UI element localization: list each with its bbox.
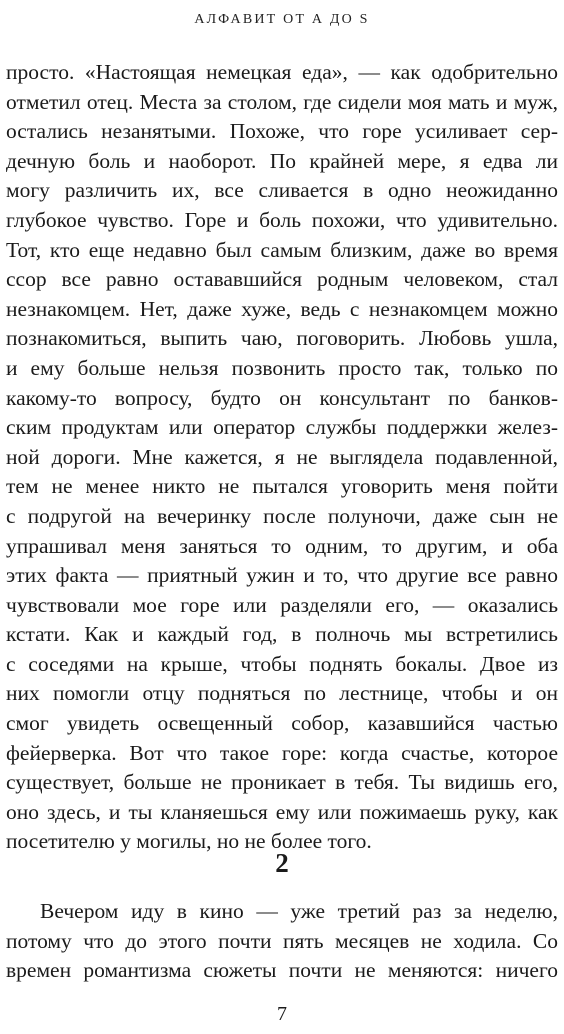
- text-line: ским продуктам или оператор службы поддержки желез-: [6, 415, 558, 440]
- text-line: глубокое чувство. Горе и боль похожи, что удивительно.: [6, 207, 558, 232]
- text-line: дечную боль и наоборот. По крайней мере, я едва ли: [6, 148, 558, 173]
- text-line: с подругой на вечеринку после полуночи, даже сын не: [6, 503, 558, 528]
- text-line: Вечером иду в кино — уже третий раз за неделю,: [40, 899, 558, 923]
- text-line: существует, больше не проникает в тебя. Ты видишь его,: [6, 770, 558, 795]
- text-line: упрашивал меня заняться то одним, то другим, и оба: [6, 533, 558, 558]
- text-line: остались незанятыми. Похоже, что горе усиливает сер-: [6, 119, 558, 144]
- text-line: смог увидеть освещенный собор, казавшийся частью: [6, 711, 558, 736]
- text-line: познакомиться, выпить чаю, поговорить. Любовь ушла,: [6, 326, 558, 351]
- text-line: ной дороги. Мне кажется, я не выглядела подавленной,: [6, 444, 558, 469]
- text-line: незнакомцем. Нет, даже хуже, ведь с незнакомцем можно: [6, 296, 558, 321]
- chapter-number: 2: [275, 848, 289, 878]
- text-line: фейерверка. Вот что такое горе: когда счастье, которое: [6, 740, 558, 765]
- page-number: 7: [277, 1003, 287, 1025]
- text-line: просто. «Настоящая немецкая еда», — как одобрительно: [6, 60, 558, 84]
- text-line: оно здесь, и ты кланяешься ему или пожимаешь руку, как: [6, 799, 558, 824]
- running-title: АЛФАВИТ ОТ А ДО S: [194, 12, 370, 27]
- text-line: Тот, кто еще недавно был самым близким, даже во время: [6, 237, 558, 262]
- text-line: времен романтизма сюжеты почти не меняются: ничего: [6, 958, 558, 983]
- text-line: отметил отец. Места за столом, где сидели моя мать и муж,: [6, 89, 558, 114]
- text-line: могу различить их, все сливается в одно неожиданно: [6, 178, 558, 203]
- text-line: какому-то вопросу, будто он консультант по банков-: [6, 385, 558, 410]
- paragraph-2: [6, 897, 558, 986]
- text-line: с соседями на крыше, чтобы поднять бокалы. Двое из: [6, 651, 558, 676]
- text-line: чувствовали мое горе или разделяли его, — оказались: [6, 592, 558, 617]
- text-line: ссор все равно остававшийся родным человеком, стал: [6, 267, 558, 292]
- text-line: кстати. Как и каждый год, в полночь мы встретились: [6, 622, 558, 647]
- text-line: потому что до этого почти пять месяцев не ходила. Со: [6, 928, 558, 953]
- text-line: них помогли отцу подняться по лестнице, чтобы и он: [6, 681, 558, 706]
- text-line: этих факта — приятный ужин и то, что другие все равно: [6, 563, 558, 588]
- text-line: тем не менее никто не пытался уговорить меня пойти: [6, 474, 558, 499]
- text-line: и ему больше нельзя позвонить просто так, только по: [6, 355, 558, 380]
- text-line: посетителю у могилы, но не более того.: [6, 829, 372, 854]
- paragraph-1: [6, 58, 558, 857]
